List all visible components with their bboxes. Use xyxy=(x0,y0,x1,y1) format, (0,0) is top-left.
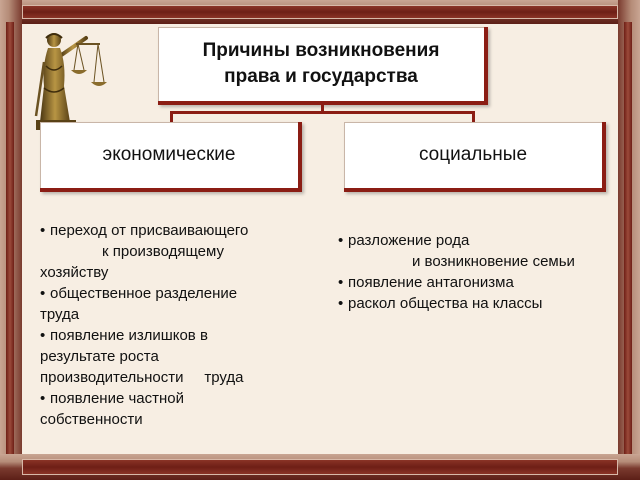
social-category-box xyxy=(344,122,606,192)
list-item-text: собственности xyxy=(40,411,143,428)
list-item xyxy=(40,325,300,388)
lady-justice-icon xyxy=(30,26,110,132)
frame-bottom xyxy=(0,454,640,480)
list-item xyxy=(338,293,608,314)
list-item-text: результате роста xyxy=(40,348,159,365)
list-item-text: общественное разделение xyxy=(50,285,238,302)
list-item-text: разложение рода xyxy=(348,232,470,249)
list-item-text: к производящему xyxy=(102,243,224,260)
list-item-text: появление антагонизма xyxy=(348,274,514,291)
title-box xyxy=(158,27,488,105)
bullet: • xyxy=(40,222,46,239)
title-line-2: права и государства xyxy=(224,66,418,87)
list-item-text: раскол общества на классы xyxy=(348,295,543,312)
bullet: • xyxy=(40,285,46,302)
frame-right xyxy=(618,0,640,480)
economic-reasons-list xyxy=(40,220,300,430)
list-item-text: переход от присваивающего xyxy=(50,222,249,239)
bullet: • xyxy=(338,232,344,249)
social-category-label: социальные xyxy=(418,144,528,165)
frame-left xyxy=(0,0,22,480)
bullet: • xyxy=(40,390,46,407)
list-item xyxy=(40,220,300,283)
list-item-text: хозяйству xyxy=(40,264,109,281)
list-item-text: труда xyxy=(40,306,80,323)
economic-category-box xyxy=(40,122,302,192)
list-item-text: производительности труда xyxy=(40,369,244,386)
list-item-text: появление излишков в xyxy=(50,327,208,344)
list-item-text: появление частной xyxy=(50,390,185,407)
economic-category-label: экономические xyxy=(102,144,236,165)
title-line-1: Причины возникновения xyxy=(202,40,440,61)
social-reasons-list xyxy=(338,230,608,314)
list-item xyxy=(40,388,300,430)
frame-top xyxy=(0,0,640,24)
bullet: • xyxy=(40,327,46,344)
bullet: • xyxy=(338,295,344,312)
list-item xyxy=(338,272,608,293)
list-item xyxy=(40,283,300,325)
list-item-text: и возникновение семьи xyxy=(412,253,575,270)
bullet: • xyxy=(338,274,344,291)
list-item xyxy=(338,230,608,272)
slide-canvas xyxy=(22,24,618,454)
connector-bar xyxy=(170,111,474,114)
